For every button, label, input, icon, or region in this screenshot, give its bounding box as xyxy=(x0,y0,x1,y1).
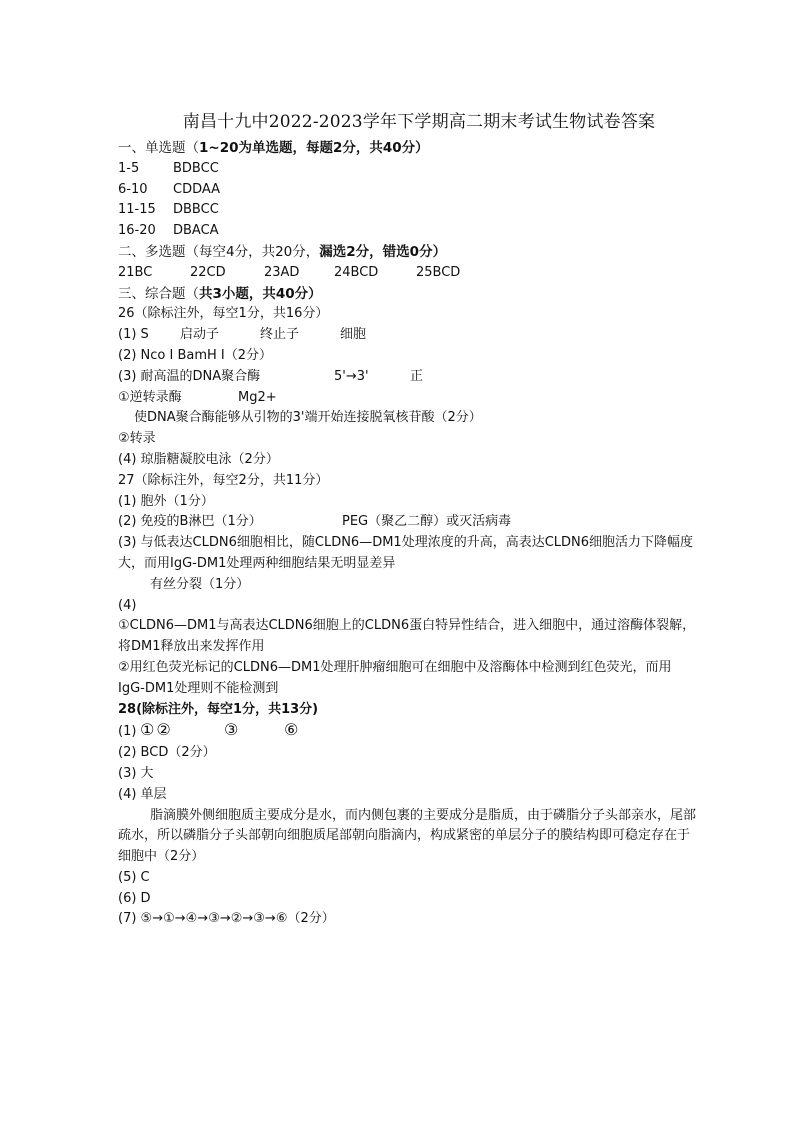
answer-row-1: 1-5 BDBCC xyxy=(118,160,219,176)
q27-part-1: (1) 胞外（1分） xyxy=(118,493,214,509)
q27-part-3-b: 有丝分裂（1分） xyxy=(150,576,250,592)
q27-part-3: (3) 与低表达CLDN6细胞相比，随CLDN6—DM1处理浓度的升高，高表达CLDN6细胞活力下降幅度大，而用IgG-DM1处理两种细胞结果无明显差异 xyxy=(118,535,694,571)
section-3-heading: 三、综合题（共3小题，共40分） xyxy=(118,285,322,302)
q26-part-3-b: 使DNA聚合酶能够从引物的3'端开始连接脱氧核苷酸（2分） xyxy=(134,410,482,426)
q26-part-3-a: ①逆转录酶 Mg2+ xyxy=(118,389,277,405)
section-1-heading-bold: 1~20为单选题，每题2分，共40分） xyxy=(199,140,429,156)
q26-part-4: (4) 琼脂糖凝胶电泳（2分） xyxy=(118,451,279,467)
q27-part-4-b: ②用红色荧光标记的CLDN6—DM1处理肝肿瘤细胞可在细胞中及溶酶体中检测到红色荧光，而用IgG-DM1处理则不能检测到 xyxy=(118,659,672,696)
answer-row-3: 11-15 DBBCC xyxy=(118,202,219,218)
answer-row-2: 6-10 CDDAA xyxy=(118,181,221,197)
q28-part-5: (5) C xyxy=(118,869,150,885)
q28-heading: 28(除标注外，每空1分，共13分) xyxy=(118,701,319,717)
q27-part-4-a: ①CLDN6—DM1与高表达CLDN6细胞上的CLDN6蛋白特异性结合，进入细胞中，通过溶酶体裂解，将DM1释放出来发挥作用 xyxy=(118,618,696,655)
q28-part-3: (3) 大 xyxy=(118,765,154,781)
q27-part-2: (2) 免疫的B淋巴（1分） PEG（聚乙二醇）或灭活病毒 xyxy=(118,514,512,530)
q28-part-4-explanation: 脂滴膜外侧细胞质主要成分是水，而内侧包裹的主要成分是脂质，由于磷脂分子头部亲水，尾部疏水，所以磷脂分子头部朝向细胞质尾部朝向脂滴内，构成紧密的单层分子的膜结构即可稳定存在于细胞中（2分） xyxy=(118,807,697,865)
q27-heading: 27（除标注外，每空2分，共11分） xyxy=(118,472,329,488)
q26-part-3-c: ②转录 xyxy=(118,431,156,447)
section-3-heading-bold: 共3小题，共40分） xyxy=(199,285,322,302)
q26-part-3: (3) 耐高温的DNA聚合酶 5'→3' 正 xyxy=(118,368,424,384)
q26-part-1: (1) S 启动子 终止子 细胞 xyxy=(118,327,367,343)
q26-part-2: (2) Nco Ⅰ BamH I（2分） xyxy=(118,347,273,363)
section-2-heading-bold: 漏选2分，错选0分） xyxy=(319,243,447,260)
q28-part-7: (7) ⑤→①→④→③→②→③→⑥（2分） xyxy=(118,911,335,927)
q28-part-4: (4) 单层 xyxy=(118,786,167,802)
multi-answers: 21BC 22CD 23AD 24BCD 25BCD xyxy=(118,264,461,280)
q28-part-1: (1) ①② ③ ⑥ xyxy=(118,720,301,740)
answer-sheet xyxy=(118,107,698,930)
section-1-heading: 一、单选题（1~20为单选题，每题2分，共40分） xyxy=(118,140,429,156)
section-2-heading: 二、多选题（每空4分，共20分，漏选2分，错选0分） xyxy=(118,243,447,260)
answer-row-4: 16-20 DBACA xyxy=(118,223,219,239)
q26-heading: 26（除标注外，每空1分，共16分） xyxy=(118,306,329,322)
q27-part-4: (4) xyxy=(118,597,137,613)
page-title: 南昌十九中2022-2023学年下学期高二期末考试生物试卷答案 xyxy=(182,112,656,132)
q28-part-6: (6) D xyxy=(118,890,151,906)
q28-part-2: (2) BCD（2分） xyxy=(118,745,216,761)
